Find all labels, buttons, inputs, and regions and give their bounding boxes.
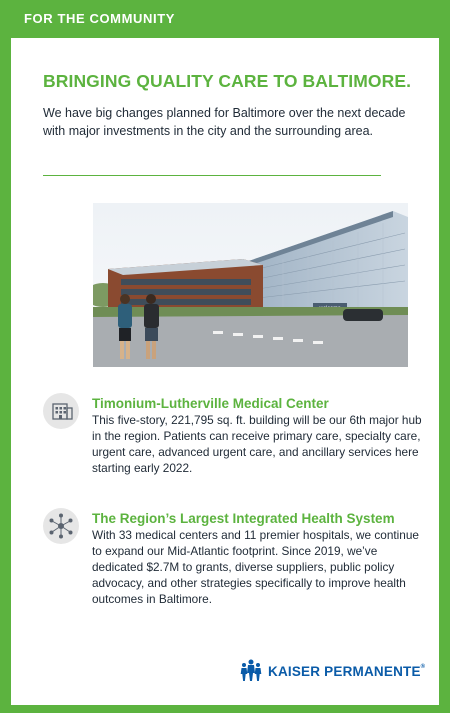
network-icon: [43, 508, 79, 544]
divider: [43, 175, 381, 176]
section-title-health-system: The Region’s Largest Integrated Health System: [92, 511, 395, 526]
section-body-medical-center: This five-story, 221,795 sq. ft. building will be our 6th major hub in the region. Patients can receive primary care, specialty care, urgent care, advanced urgent care, and ancillary services here starting early 2022.: [92, 413, 422, 475]
logo-wordmark: KAISER PERMANENTE®: [268, 664, 426, 679]
kaiser-permanente-logo: [238, 659, 428, 685]
section-label: FOR THE COMMUNITY: [24, 11, 176, 26]
medical-center-rendering: [93, 203, 408, 367]
intro-paragraph: We have big changes planned for Baltimore over the next decade with major investments in the city and the surrounding area.: [43, 106, 406, 138]
section-body-health-system: With 33 medical centers and 11 premier hospitals, we continue to expand our Mid-Atlantic footprint. Since 2019, we’ve dedicated $2.7M to grants, diverse suppliers, public policy advocacy, and other strategies specifically to improve health outcomes in Baltimore.: [92, 528, 419, 606]
section-title-medical-center: Timonium-Lutherville Medical Center: [92, 396, 329, 411]
page-headline: BRINGING QUALITY CARE TO BALTIMORE.: [43, 71, 412, 91]
building-icon: [43, 393, 79, 429]
section-banner: [0, 0, 450, 38]
kp-figures-icon: [238, 659, 264, 683]
